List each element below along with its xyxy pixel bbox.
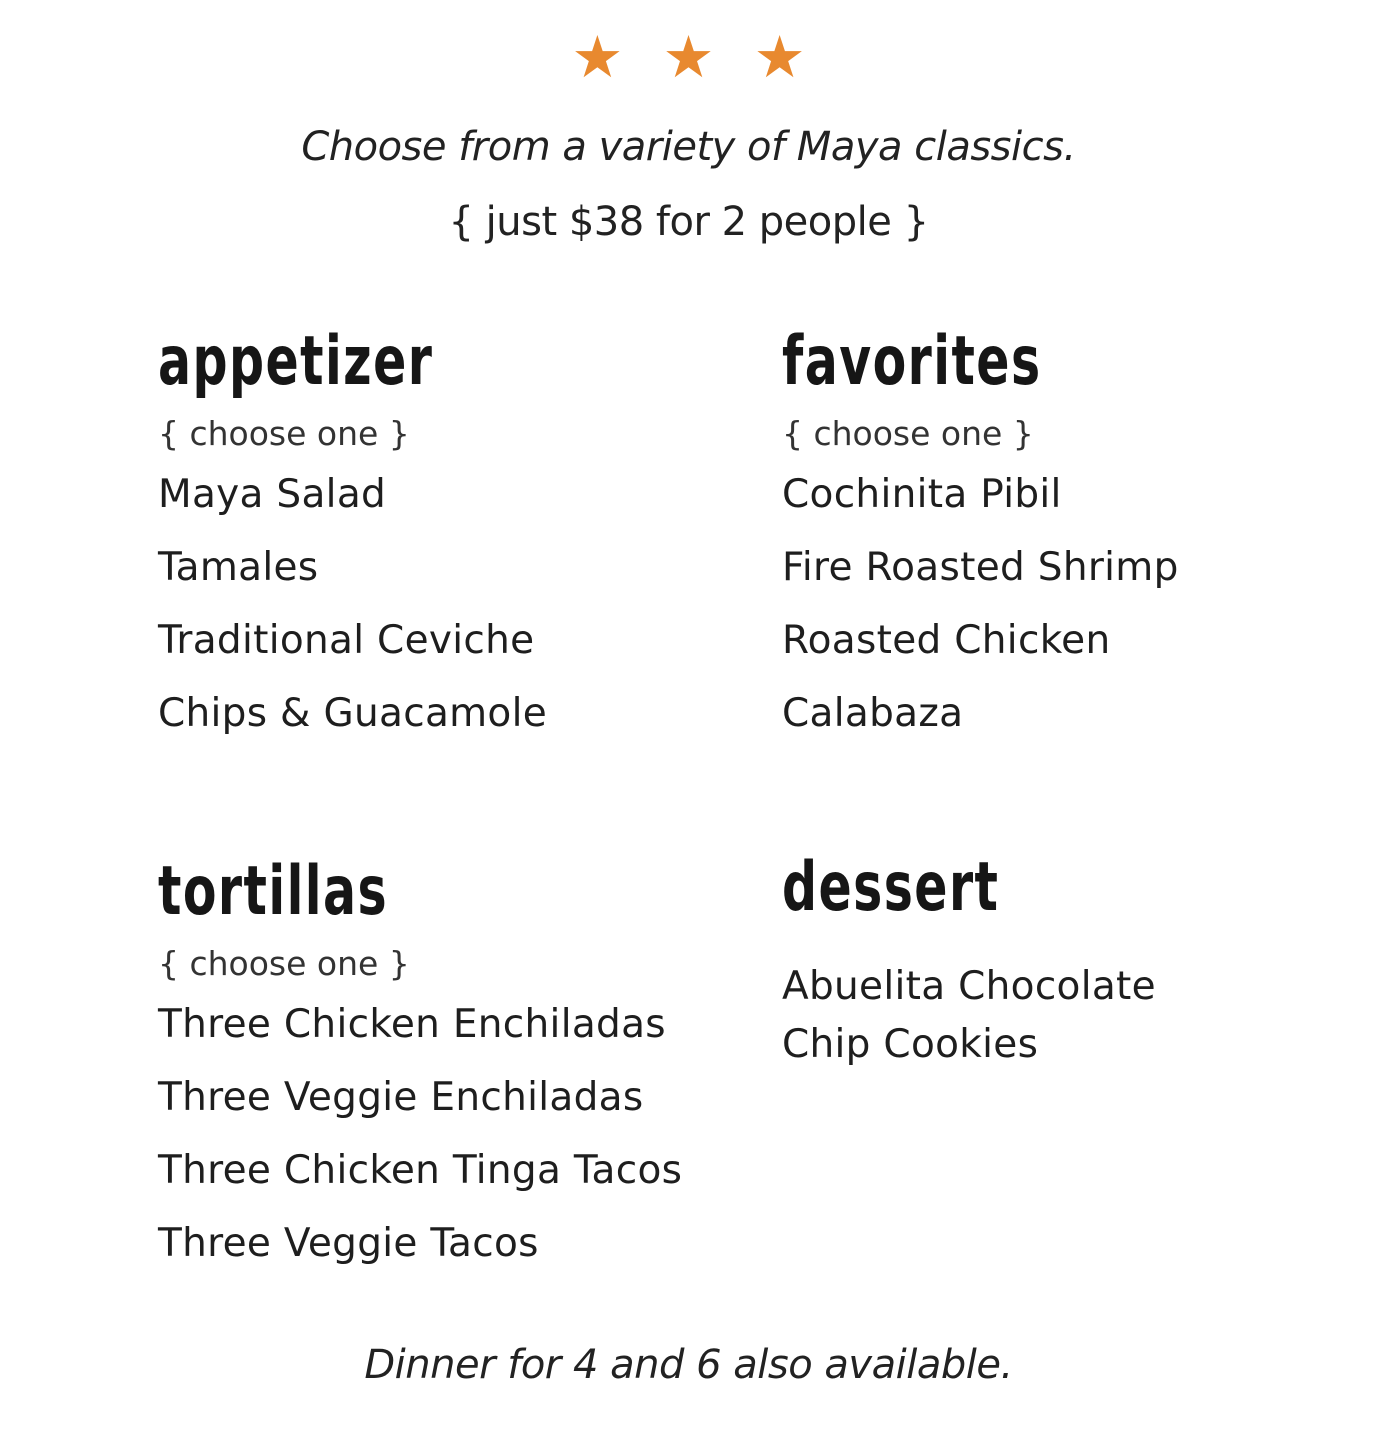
menu-item: Three Veggie Enchiladas <box>158 1075 644 1120</box>
menu-item: Roasted Chicken <box>782 618 1111 663</box>
intro-tagline: Choose from a variety of Maya classics. <box>301 124 1076 170</box>
menu-item: Fire Roasted Shrimp <box>782 545 1179 590</box>
section-favorites <box>782 312 1179 750</box>
section-subtitle-tortillas: { choose one } <box>158 944 410 983</box>
footer-note: Dinner for 4 and 6 also available. <box>364 1342 1013 1388</box>
section-tortillas <box>158 842 682 1280</box>
tortillas-list <box>158 988 682 1280</box>
menu-item: Tamales <box>158 545 319 590</box>
menu-item: Maya Salad <box>158 472 387 517</box>
appetizer-list <box>158 458 547 750</box>
menu-item: Calabaza <box>782 691 964 736</box>
section-title-tortillas: tortillas <box>158 852 389 931</box>
menu-item: Cochinita Pibil <box>782 472 1062 517</box>
menu-item: Three Chicken Tinga Tacos <box>158 1148 683 1193</box>
section-dessert <box>782 838 1242 1074</box>
star-icon: ★ <box>571 23 624 91</box>
menu-item: Three Veggie Tacos <box>158 1221 539 1266</box>
menu-item: Traditional Ceviche <box>158 618 535 663</box>
rating-stars <box>0 23 1377 91</box>
menu-item: Three Chicken Enchiladas <box>158 1002 666 1047</box>
favorites-list <box>782 458 1179 750</box>
star-icon: ★ <box>753 23 806 91</box>
section-subtitle-favorites: { choose one } <box>782 414 1034 453</box>
star-icon: ★ <box>662 23 715 91</box>
section-title-dessert: dessert <box>782 848 1000 927</box>
price-note: { just $38 for 2 people } <box>448 199 929 245</box>
menu-item: Abuelita Chocolate Chip Cookies <box>782 964 1156 1067</box>
section-appetizer <box>158 312 547 750</box>
section-title-favorites: favorites <box>782 322 1042 401</box>
menu-item: Chips & Guacamole <box>158 691 548 736</box>
section-title-appetizer: appetizer <box>158 322 434 401</box>
section-subtitle-appetizer: { choose one } <box>158 414 410 453</box>
